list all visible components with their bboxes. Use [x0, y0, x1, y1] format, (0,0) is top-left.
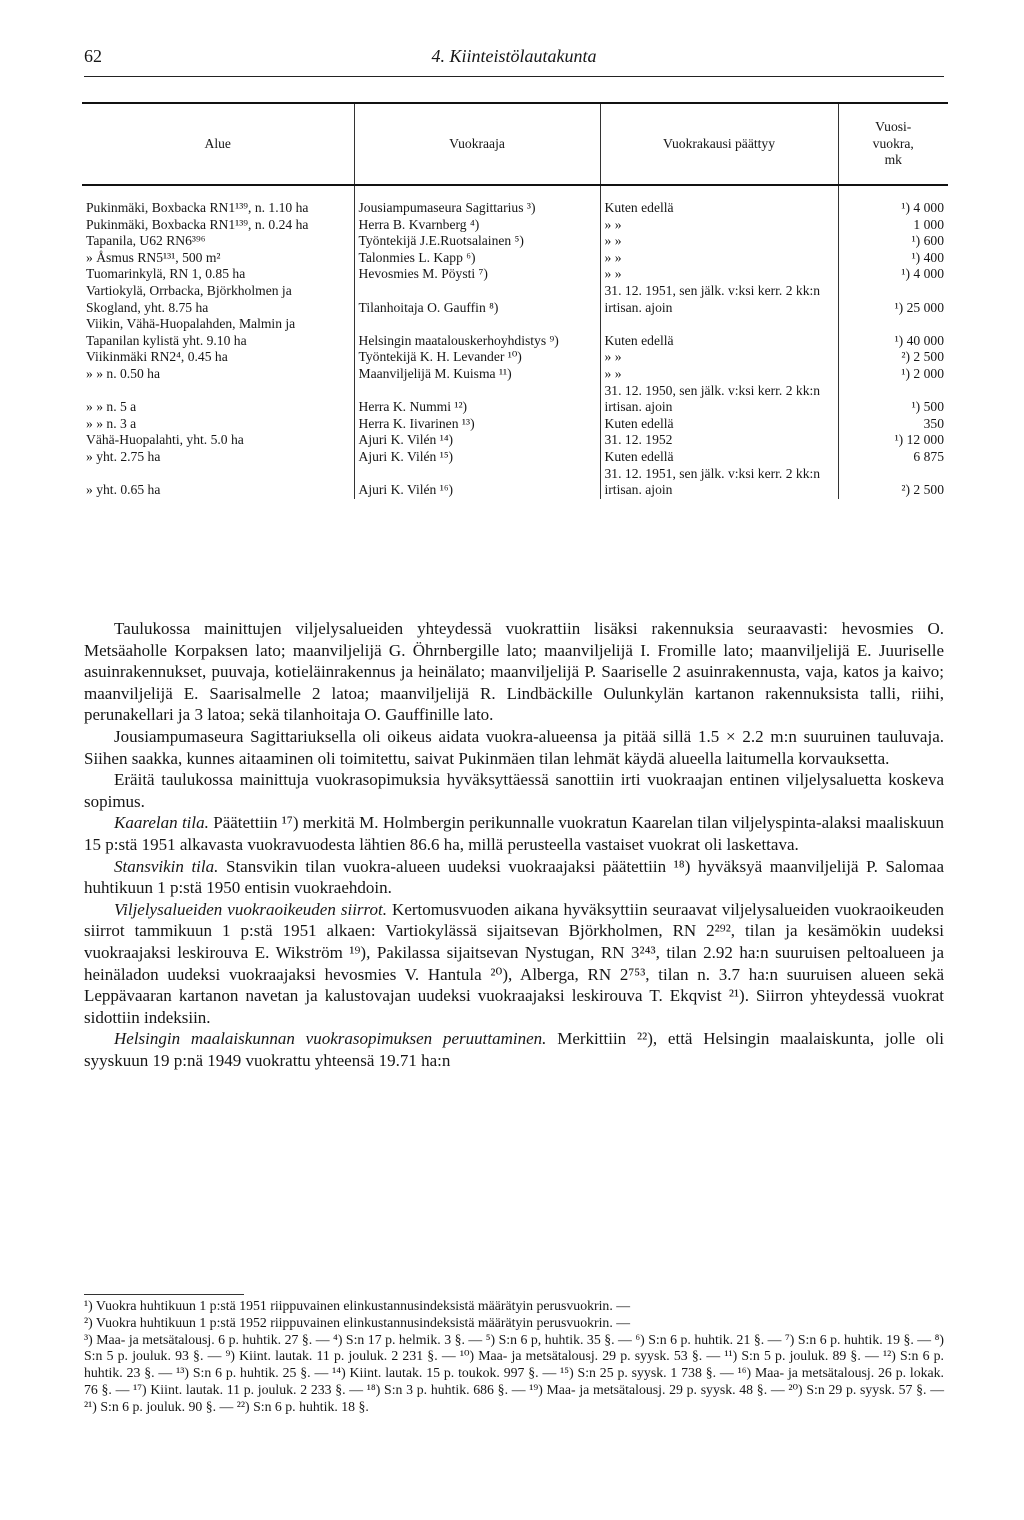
table-row — [82, 250, 948, 267]
table-cell-vuokra: ¹) 400 — [838, 250, 948, 267]
heading-cancellation: Helsingin maalaiskunnan vuokrasopimuksen peruuttaminen. — [114, 1029, 547, 1049]
table-cell-vuokra: ¹) 12 000 — [838, 432, 948, 449]
paragraph-lease-transfers — [84, 899, 944, 1029]
table-cell-alue: Pukinmäki, Boxbacka RN1¹³⁹, n. 0.24 ha — [86, 216, 309, 232]
footnote-3-22: ³) Maa- ja metsätalousj. 6 p. huhtik. 27 §. — ⁴) S:n 17 p. helmik. 3 §. — ⁵) S:n 6 p, huhtik. 35 §. — ⁶) S:n 6 p. huhtik. 21 §. — ⁷) S:n 6 p. huhtik. 19 §. — ⁸) S:n 5 p. jouluk. 93 §. — ⁹) Kiint. lautak. 11 p. jouluk. 2 231 §. — ¹⁰) Maa- ja metsätalousj. 29 p. syysk. 53 §. — ¹¹) S:n 5 p. jouluk. 89 §. — ¹²) S:n 6 p. huhtik. 23 §. — ¹³) S:n 6 p. huhtik. 25 §. — ¹⁴) Kiint. lautak. 15 p. toukok. 997 §. — ¹⁵) S:n 25 p. syysk. 1 738 §. — ¹⁶) Maa- ja metsätalousj. 26 p. lokak. 76 §. — ¹⁷) Kiint. lautak. 11 p. jouluk. 2 233 §. — ¹⁸) S:n 3 p. huhtik. 686 §. — ¹⁹) Maa- ja metsätalousj. 29 p. syysk. 48 §. — ²⁰) S:n 29 p. syysk. 57 §. — ²¹) S:n 6 p. jouluk. 90 §. — ²²) S:n 6 p. huhtik. 18 §. — [84, 1331, 944, 1414]
running-title: 4. Kiinteistölautakunta — [431, 46, 597, 66]
table-row — [82, 432, 948, 449]
table-cell-vuokra: 350 — [838, 416, 948, 433]
table-cell-vuokra: ¹) 500 — [838, 383, 948, 416]
table-cell-alue: Viikin, Vähä-Huopalahden, Malmin ja Tapanilan kylistä yht. 9.10 ha — [86, 316, 296, 348]
table-cell-kausi: » » — [600, 366, 838, 383]
table-cell-alue: » yht. 0.65 ha — [86, 482, 161, 498]
table-cell-vuokraaja: Maanviljelijä M. Kuisma ¹¹) — [354, 366, 600, 383]
table-cell-vuokraaja: Jousiampumaseura Sagittarius ³) — [354, 200, 600, 217]
table-cell-alue: Viikinmäki RN2⁴, 0.45 ha — [86, 349, 228, 365]
column-header-vuosivuokra: Vuosi- vuokra, mk — [838, 103, 948, 185]
table-cell-alue: » yht. 2.75 ha — [86, 448, 161, 464]
table-row — [82, 466, 948, 499]
text-lease-transfers: Kertomusvuoden aikana hyväksyttiin seuraavat viljelysalueiden vuokraoikeuden siirrot tammikuun 1 p:stä 1951 alkaen: Vartiokylässä sijaitsevan Björkholmen, RN 2²⁹², tilan ja kesämökin uudeksi vuokraajaksi leskirouva E. Wikström ¹⁹), Pakilassa sijaitsevan Nystugan, RN 3²⁴³, tilan 2.92 ha:n suuruisen peltoalueen ja heinäladon uudeksi vuokraajaksi hevosmies V. Hantula ²⁰), Alberga, RN 2⁷⁵³, tilan n. 3.7 ha:n suuruisen alueen sekä Leppävaaran kartanon navetan ja kalustovajan uudeksi vuokraajaksi leskirouva T. Ekqvist ²¹). Siirron yhteydessä vuokrat sidottiin indeksiin. — [84, 899, 945, 1027]
table-row — [82, 233, 948, 250]
table-cell-alue: » » n. 5 a — [86, 399, 137, 415]
table-cell-vuokraaja: Työntekijä K. H. Levander ¹⁰) — [354, 349, 600, 366]
table-row — [82, 416, 948, 433]
table-row — [82, 200, 948, 217]
table-cell-vuokraaja: Hevosmies M. Pöysti ⁷) — [354, 266, 600, 283]
column-header-vuokraaja: Vuokraaja — [354, 103, 600, 185]
table-row — [82, 283, 948, 316]
paragraph-buildings: Taulukossa mainittujen viljelysalueiden yhteydessä vuokrattiin lisäksi rakennuksia seuraavasti: hevosmies O. Metsäaholle Korpaksen lato; maanviljelijä G. Öhrnbergille lato; maanviljelijä I. Fromille lato; maanviljelijä E. Juuriselle asuinrakennukset, puuvaja, kotieläinrakennus ja heinälato; maanviljelijä P. Saariselle 2 asuinrakennusta, vaja, katos ja kaivo; maanviljelijä E. Saarisalmelle 2 latoa; maanviljelijä R. Lindbäckille Oulunkylän kartanon rakennuksista talli, riihi, perunakellari ja 3 latoa; sekä tilanhoitaja O. Gauffinille lato. — [84, 619, 944, 725]
table-cell-vuokra: ²) 2 500 — [838, 466, 948, 499]
table-cell-kausi: Kuten edellä — [600, 316, 838, 349]
table-cell-vuokraaja: Työntekijä J.E.Ruotsalainen ⁵) — [354, 233, 600, 250]
table-cell-vuokra: ¹) 2 000 — [838, 366, 948, 383]
table-cell-vuokraaja: Herra B. Kvarnberg ⁴) — [354, 217, 600, 234]
table-cell-kausi: » » — [600, 349, 838, 366]
table-cell-vuokraaja: Ajuri K. Vilén ¹⁵) — [354, 449, 600, 466]
heading-kaarela: Kaarelan tila. — [114, 813, 209, 833]
table-cell-vuokraaja: Tilanhoitaja O. Gauffin ⁸) — [354, 283, 600, 316]
table-cell-kausi: » » — [600, 217, 838, 234]
table-row — [82, 366, 948, 383]
table-cell-kausi: » » — [600, 233, 838, 250]
table-cell-vuokra: ¹) 4 000 — [838, 200, 948, 217]
page-header — [84, 46, 944, 74]
table-row — [82, 316, 948, 349]
table-cell-alue: Pukinmäki, Boxbacka RN1¹³⁹, n. 1.10 ha — [86, 200, 309, 215]
table-cell-vuokraaja: Ajuri K. Vilén ¹⁶) — [354, 466, 600, 499]
table-cell-kausi: 31. 12. 1950, sen jälk. v:ksi kerr. 2 kk:n irtisan. ajoin — [600, 383, 838, 416]
table-row — [82, 449, 948, 466]
paragraph-kaarela — [84, 812, 944, 855]
table-cell-kausi: Kuten edellä — [600, 449, 838, 466]
table-cell-vuokraaja: Helsingin maatalouskerhoyhdistys ⁹) — [354, 316, 600, 349]
footnotes — [84, 1298, 944, 1416]
table-row — [82, 383, 948, 416]
table-cell-alue: » » n. 3 a — [86, 415, 137, 431]
table-cell-vuokraaja: Talonmies L. Kapp ⁶) — [354, 250, 600, 267]
table-cell-kausi: Kuten edellä — [600, 200, 838, 217]
table-cell-vuokra: ¹) 600 — [838, 233, 948, 250]
table-cell-kausi: 31. 12. 1951, sen jälk. v:ksi kerr. 2 kk:n irtisan. ajoin — [600, 466, 838, 499]
table-cell-alue: » » n. 0.50 ha — [86, 365, 161, 381]
table-row — [82, 217, 948, 234]
table-cell-kausi: » » — [600, 266, 838, 283]
footnote-rule — [84, 1294, 244, 1295]
footnote-2: ²) Vuokra huhtikuun 1 p:stä 1952 riippuvainen elinkustannusindeksistä määrätyin perusvuokrin. — — [84, 1314, 631, 1330]
table-row — [82, 266, 948, 283]
page-number: 62 — [84, 46, 102, 66]
table-cell-kausi: 31. 12. 1951, sen jälk. v:ksi kerr. 2 kk:n irtisan. ajoin — [600, 283, 838, 316]
heading-stansvik: Stansvikin tila. — [114, 856, 219, 876]
rental-table-container — [82, 102, 948, 592]
table-cell-vuokra: ²) 2 500 — [838, 349, 948, 366]
table-cell-kausi: Kuten edellä — [600, 416, 838, 433]
table-cell-vuokraaja: Herra K. Nummi ¹²) — [354, 383, 600, 416]
rental-table — [82, 102, 948, 499]
table-cell-vuokraaja: Ajuri K. Vilén ¹⁴) — [354, 432, 600, 449]
text-stansvik: Stansvikin tilan vuokra-alueen uudeksi vuokraajaksi päätettiin ¹⁸) hyväksyä maanviljelijä P. Salomaa huhtikuun 1 p:stä 1950 entisin vuokraehdoin. — [84, 856, 945, 898]
table-cell-alue: » Åsmus RN5¹³¹, 500 m² — [86, 249, 221, 265]
paragraph-terminated-contracts: Eräitä taulukossa mainittuja vuokrasopimuksia hyväksyttäessä sanottiin irti vuokraajan entinen viljelysaluetta koskeva sopimus. — [84, 770, 944, 811]
table-cell-vuokra: ¹) 40 000 — [838, 316, 948, 349]
table-cell-vuokra: 6 875 — [838, 449, 948, 466]
header-rule — [84, 76, 944, 77]
table-cell-kausi: 31. 12. 1952 — [600, 432, 838, 449]
table-cell-kausi: » » — [600, 250, 838, 267]
table-cell-vuokra: 1 000 — [838, 217, 948, 234]
column-header-vuokrakausi: Vuokrakausi päättyy — [600, 103, 838, 185]
table-cell-vuokra: ¹) 25 000 — [838, 283, 948, 316]
text-kaarela: Päätettiin ¹⁷) merkitä M. Holmbergin perikunnalle vuokratun Kaarelan tilan viljelyspinta-alaksi maaliskuun 15 p:stä 1951 alkavasta vuokravuodesta lähtien 86.6 ha, millä perusteella vastaiset vuokrat oli laskettava. — [84, 813, 945, 854]
table-cell-vuokraaja: Herra K. Iivarinen ¹³) — [354, 416, 600, 433]
table-cell-alue: Vähä-Huopalahti, yht. 5.0 ha — [86, 432, 244, 448]
column-header-alue: Alue — [82, 103, 354, 185]
table-cell-vuokra: ¹) 4 000 — [838, 266, 948, 283]
table-row — [82, 349, 948, 366]
table-header-row — [82, 103, 948, 185]
table-cell-alue: Tuomarinkylä, RN 1, 0.85 ha — [86, 266, 246, 282]
footnote-1: ¹) Vuokra huhtikuun 1 p:stä 1951 riippuvainen elinkustannusindeksistä määrätyin perusvuokrin. — — [84, 1298, 631, 1313]
table-cell-alue: Vartiokylä, Orrbacka, Björkholmen ja Skogland, yht. 8.75 ha — [86, 282, 292, 315]
table-cell-alue: Tapanila, U62 RN6³⁹⁶ — [86, 233, 206, 249]
table-body — [82, 185, 948, 499]
paragraph-stansvik — [84, 856, 944, 899]
paragraph-sagittarius: Jousiampumaseura Sagittariuksella oli oikeus aidata vuokra-alueensa ja pitää sillä 1.5 × 2.2 m:n suuruinen tauluvaja. Siihen saakka, kunnes aitaaminen oli toimitettu, saivat Pukinmäen tilan lehmät käydä alueella laitumella korvauksetta. — [84, 726, 944, 768]
body-text — [84, 618, 944, 1071]
text-cancellation: Merkittiin ²²), että Helsingin maalaiskunta, jolle oli syyskuun 19 p:nä 1949 vuokrattu yhteensä 19.71 ha:n — [84, 1029, 944, 1070]
paragraph-cancellation — [84, 1028, 944, 1071]
heading-lease-transfers: Viljelysalueiden vuokraoikeuden siirrot. — [114, 899, 388, 919]
